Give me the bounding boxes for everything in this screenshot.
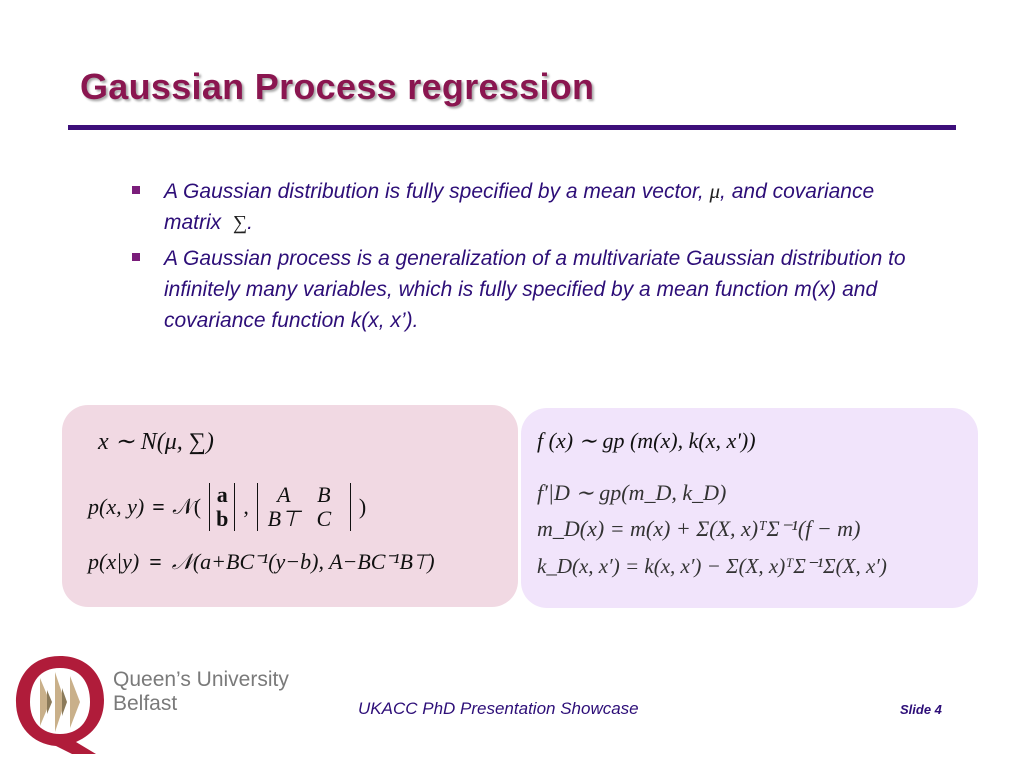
joint-comma: , — [243, 494, 249, 519]
joint-lhs: p(x, y) — [88, 494, 145, 519]
joint-distribution-equation — [88, 479, 366, 535]
bullet-1-text-a: A Gaussian distribution is fully specified by a mean vector, — [164, 180, 704, 203]
covariance-matrix — [257, 483, 351, 531]
bullet-2-text: A Gaussian process is a generalization of a multivariate Gaussian distribution to infinitely many variables, which is fully specified by a mean function m(x) and covariance function k(x, x’). — [164, 247, 906, 332]
mean-vector-a: a — [216, 482, 228, 507]
slide-number: Slide 4 — [900, 702, 942, 717]
joint-close: ) — [358, 494, 367, 519]
cov-bt: B⊤ — [267, 506, 301, 531]
bullet-item-1 — [128, 176, 928, 239]
gp-prior-equation: f (x) ∼ gp (m(x), k(x, x')) — [537, 428, 756, 453]
cov-c: C — [316, 506, 332, 531]
bullet-square-icon — [132, 253, 140, 261]
bullet-1-text-b: , and covariance matrix — [164, 180, 875, 234]
gp-posterior-equation: f′|D ∼ gp(m_D, k_D) — [537, 480, 727, 505]
conditional-distribution-equation — [88, 549, 435, 575]
bullet-item-2 — [128, 243, 928, 336]
mu-symbol: μ — [709, 179, 721, 203]
mean-vector — [209, 483, 235, 531]
sigma-symbol: ∑ — [232, 212, 248, 234]
gaussian-distribution-equation: x ∼ N(μ, ∑) — [98, 429, 214, 455]
footer-showcase: UKACC PhD Presentation Showcase — [358, 699, 639, 718]
title-divider — [68, 125, 956, 130]
mean-vector-b: b — [216, 506, 229, 531]
gaussian-equations-panel — [62, 405, 518, 607]
cov-a: A — [277, 482, 291, 507]
bullet-square-icon — [132, 186, 140, 194]
university-logo — [10, 650, 289, 758]
posterior-mean-equation: m_D(x) = m(x) + Σ(X, x)ᵀΣ⁻¹(f − m) — [537, 516, 861, 541]
conditional-rhs: 𝒩(a+BC⁻¹(y−b), A−BC⁻¹B⊤) — [171, 549, 435, 574]
queens-q-icon — [10, 650, 110, 754]
gaussian-process-equations-panel — [521, 408, 978, 608]
conditional-equals: = — [149, 549, 162, 574]
bullet-list — [128, 176, 928, 340]
bullet-1-text-c: . — [247, 211, 253, 234]
conditional-lhs: p(x|y) — [88, 549, 140, 574]
logo-line-1: Queen’s University — [113, 668, 289, 691]
logo-line-2: Belfast — [113, 692, 178, 715]
slide-title: Gaussian Process regression — [80, 66, 595, 107]
normal-symbol: 𝒩( — [172, 494, 202, 519]
cov-b: B — [317, 482, 331, 507]
joint-equals: = — [152, 494, 165, 519]
posterior-covariance-equation: k_D(x, x′) = k(x, x′) − Σ(X, x)ᵀΣ⁻¹Σ(X, x′) — [537, 554, 887, 578]
